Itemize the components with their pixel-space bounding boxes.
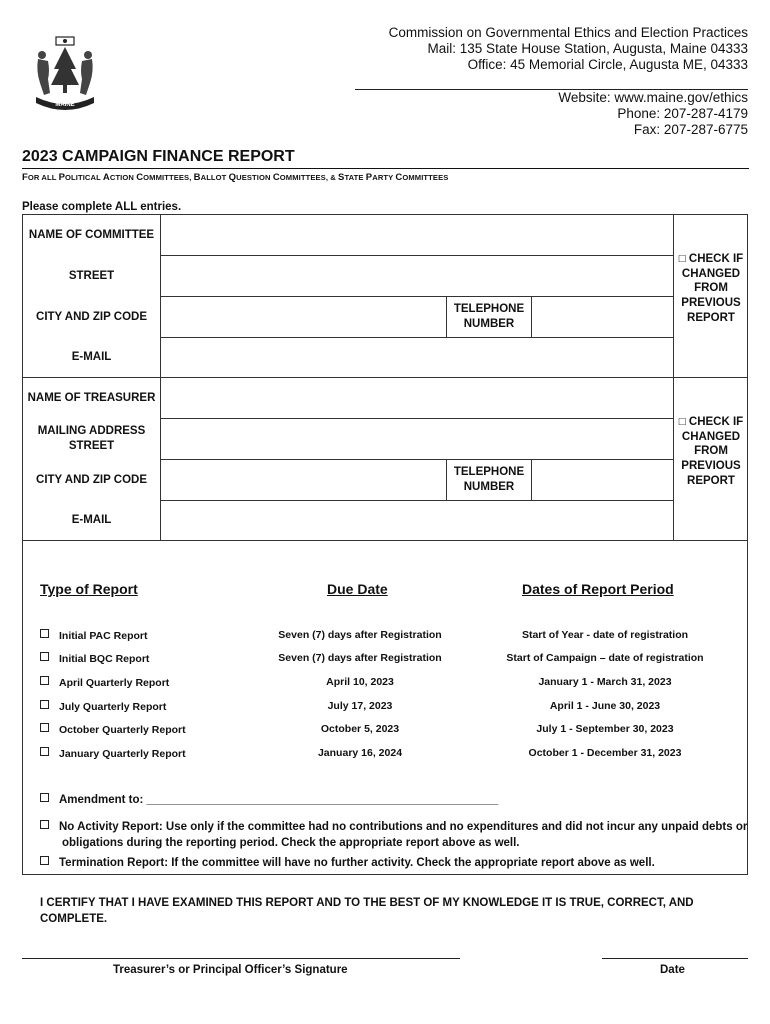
committee-city-field[interactable]: [162, 298, 445, 336]
report-type-label: January Quarterly Report: [59, 748, 186, 760]
committee-telephone-label: TELEPHONE NUMBER: [453, 303, 525, 330]
report-type-option[interactable]: [40, 700, 166, 713]
report-due-date: April 10, 2023: [326, 676, 394, 688]
page-subtitle: FOR ALL POLITICAL ACTION COMMITTEES, BALLOT QUESTION COMMITTEES, & STATE PARTY COMMITTEES: [22, 172, 449, 183]
report-type-label: October Quarterly Report: [59, 724, 186, 736]
committee-changed-checkbox[interactable]: □ CHECK IF CHANGED FROM PREVIOUS REPORT: [678, 253, 744, 324]
report-due-date: July 17, 2023: [327, 700, 393, 712]
treasurer-email-label: E-MAIL: [71, 514, 112, 526]
signature-label: Treasurer’s or Principal Officer’s Signature: [113, 964, 348, 976]
header-report-period: Dates of Report Period: [522, 581, 674, 597]
report-period: January 1 - March 31, 2023: [538, 676, 672, 688]
treasurer-telephone-field[interactable]: [533, 461, 672, 499]
report-due-date: January 16, 2024: [317, 747, 403, 759]
termination-option[interactable]: [40, 856, 730, 872]
amendment-checkbox[interactable]: [40, 793, 49, 802]
report-due-date: Seven (7) days after Registration: [278, 652, 442, 664]
report-type-label: April Quarterly Report: [59, 677, 170, 689]
committee-name-field[interactable]: [162, 216, 672, 254]
treasurer-email-field[interactable]: [162, 502, 672, 539]
certification-text: I CERTIFY THAT I HAVE EXAMINED THIS REPORT AND TO THE BEST OF MY KNOWLEDGE IT IS TRUE, CORRECT, AND COMPLETE.: [40, 897, 694, 925]
no-activity-label: No Activity Report: Use only if the committee had no contributions and no expenditures and did not incur any unpaid debts or obligations during the reporting period. Check the appropriate report above as well.: [59, 821, 748, 849]
termination-label: Termination Report: If the committee will have no further activity. Check the appropriate report above as well.: [59, 857, 655, 869]
treasurer-street-field[interactable]: [162, 420, 672, 458]
header-phone: Phone: 207-287-4179: [617, 106, 748, 121]
date-line[interactable]: [602, 958, 748, 959]
header-org: Commission on Governmental Ethics and Election Practices: [388, 25, 748, 40]
date-label: Date: [660, 964, 685, 976]
report-type-label: Initial PAC Report: [59, 630, 148, 642]
treasurer-name-field[interactable]: [162, 379, 672, 417]
seal-banner-text: MAINE: [55, 102, 75, 108]
committee-email-label: E-MAIL: [71, 351, 112, 363]
signature-line[interactable]: [22, 958, 460, 959]
instruction-text: Please complete ALL entries.: [22, 201, 182, 213]
treasurer-city-field[interactable]: [162, 461, 445, 499]
committee-city-label: CITY AND ZIP CODE: [36, 310, 147, 323]
report-type-label: Initial BQC Report: [59, 653, 150, 665]
header-type-of-report: Type of Report: [40, 581, 138, 597]
report-due-date: Seven (7) days after Registration: [278, 629, 442, 641]
report-type-checkbox[interactable]: [40, 676, 49, 685]
report-type-label: July Quarterly Report: [59, 701, 167, 713]
header-due-date: Due Date: [327, 581, 388, 597]
termination-checkbox[interactable]: [40, 856, 49, 865]
header-mail: Mail: 135 State House Station, Augusta, Maine 04333: [427, 41, 748, 56]
title-rule: [22, 168, 749, 169]
report-type-option[interactable]: [40, 652, 149, 665]
report-period: April 1 - June 30, 2023: [549, 700, 661, 712]
report-type-option[interactable]: [40, 723, 186, 736]
committee-name-label: NAME OF COMMITTEE: [28, 228, 155, 241]
report-period: July 1 - September 30, 2023: [536, 723, 674, 735]
committee-email-field[interactable]: [162, 339, 672, 376]
report-period: Start of Campaign – date of registration: [506, 652, 704, 664]
report-period: October 1 - December 31, 2023: [528, 747, 682, 759]
maine-state-seal: [32, 35, 98, 111]
report-type-checkbox[interactable]: [40, 700, 49, 709]
header-website[interactable]: Website: www.maine.gov/ethics: [558, 90, 748, 105]
no-activity-checkbox[interactable]: [40, 820, 49, 829]
amendment-label: Amendment to: _______________________________________________________: [59, 794, 499, 806]
treasurer-name-label: NAME OF TREASURER: [27, 391, 156, 404]
report-due-date: October 5, 2023: [320, 723, 400, 735]
report-type-option[interactable]: [40, 676, 169, 689]
report-type-checkbox[interactable]: [40, 652, 49, 661]
report-type-option[interactable]: [40, 747, 186, 760]
committee-street-label: STREET: [68, 269, 115, 282]
committee-street-field[interactable]: [162, 257, 672, 295]
report-type-checkbox[interactable]: [40, 723, 49, 732]
amendment-option[interactable]: [40, 793, 730, 809]
report-type-checkbox[interactable]: [40, 629, 49, 638]
header-fax: Fax: 207-287-6775: [633, 122, 748, 137]
report-period: Start of Year - date of registration: [521, 629, 689, 641]
page-title: 2023 CAMPAIGN FINANCE REPORT: [22, 148, 295, 165]
report-type-checkbox[interactable]: [40, 747, 49, 756]
treasurer-changed-checkbox[interactable]: □ CHECK IF CHANGED FROM PREVIOUS REPORT: [678, 416, 744, 487]
treasurer-street-label: MAILING ADDRESS STREET: [37, 425, 146, 452]
no-activity-option[interactable]: [40, 820, 752, 851]
treasurer-city-label: CITY AND ZIP CODE: [36, 473, 147, 486]
header-office: Office: 45 Memorial Circle, Augusta ME, 04333: [467, 57, 748, 72]
report-type-option[interactable]: [40, 629, 147, 642]
treasurer-telephone-label: TELEPHONE NUMBER: [453, 466, 525, 493]
committee-telephone-field[interactable]: [533, 298, 672, 336]
